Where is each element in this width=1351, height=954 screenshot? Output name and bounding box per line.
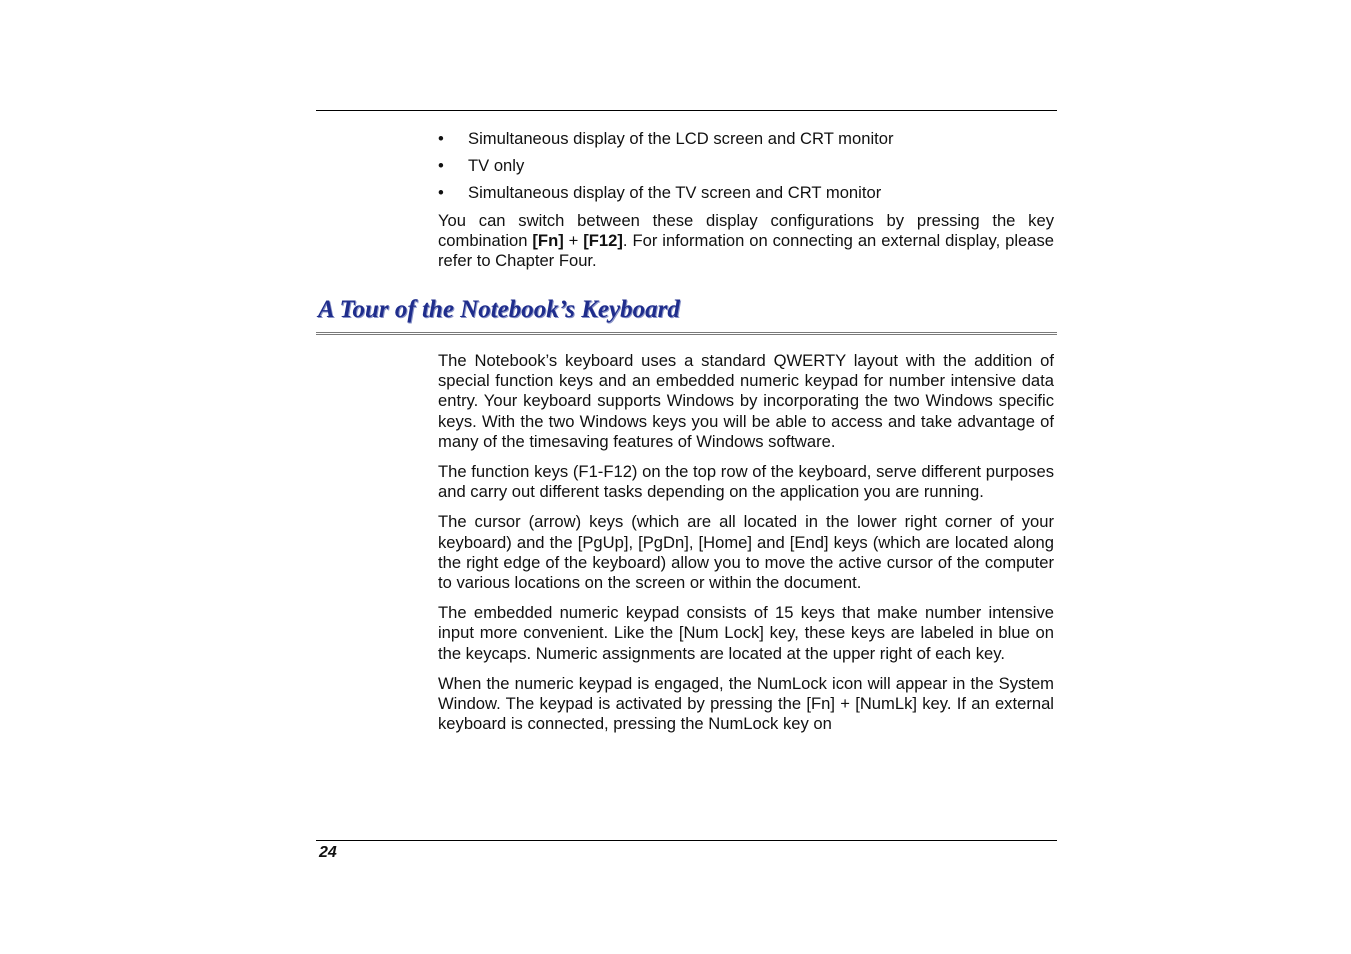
body-paragraph: The Notebook’s keyboard uses a standard QWERTY layout with the addition of special function keys and an embedded numeric keypad for number intensive data entry. Your keyboard supports Windows by incorporating the two Windows specific keys. With the two Windows keys you will be able to access and take advantage of many of the timesaving features of Windows software. <box>438 351 1054 451</box>
bullet-icon: • <box>438 183 444 202</box>
body-paragraph: The function keys (F1-F12) on the top row of the keyboard, serve different purposes and carry out different tasks depending on the application you are running. <box>438 462 1054 502</box>
display-options-list <box>438 129 1054 210</box>
body-paragraph: When the numeric keypad is engaged, the NumLock icon will appear in the System Window. The keypad is activated by pressing the [Fn] + [NumLk] key. If an external keyboard is connected, pressing the NumLock key on <box>438 673 1054 734</box>
page-number: 24 <box>319 844 337 861</box>
section-heading: A Tour of the Notebook’s Keyboard <box>318 296 680 323</box>
body-paragraph: The embedded numeric keypad consists of 15 keys that make number intensive input more convenient. Like the [Num Lock] key, these keys are labeled in blue on the keycaps. Numeric assignments are located at the upper right of each key. <box>438 603 1054 663</box>
header-rule <box>316 110 1057 111</box>
list-item <box>438 183 1054 203</box>
list-item <box>438 129 1054 149</box>
body-paragraph: The cursor (arrow) keys (which are all located in the lower right corner of your keyboard) and the [PgUp], [PgDn], [Home] and [End] keys (which are located along the right edge of the keyboard) allow you to move the active cursor of the computer to various locations on the screen or within the document. <box>438 512 1054 593</box>
list-item-text: TV only <box>468 156 525 175</box>
intro-plus: + <box>563 231 584 251</box>
heading-double-rule <box>316 332 1057 335</box>
list-item-text: Simultaneous display of the TV screen and CRT monitor <box>468 183 882 202</box>
bullet-icon: • <box>438 156 444 175</box>
footer-rule <box>316 840 1057 841</box>
list-item <box>438 156 1054 176</box>
key-f12: [F12] <box>583 231 623 251</box>
list-item-text: Simultaneous display of the LCD screen and CRT monitor <box>468 129 894 148</box>
bullet-icon: • <box>438 129 444 148</box>
key-fn: [Fn] <box>532 231 564 251</box>
intro-text-before: You can switch between these display configurations by pressing the key combination <box>438 211 1054 251</box>
section-body <box>438 351 1054 744</box>
display-switch-paragraph <box>438 211 1054 272</box>
intro-text-after: . For information on connecting an external display, please refer to Chapter Four. <box>438 231 1054 271</box>
